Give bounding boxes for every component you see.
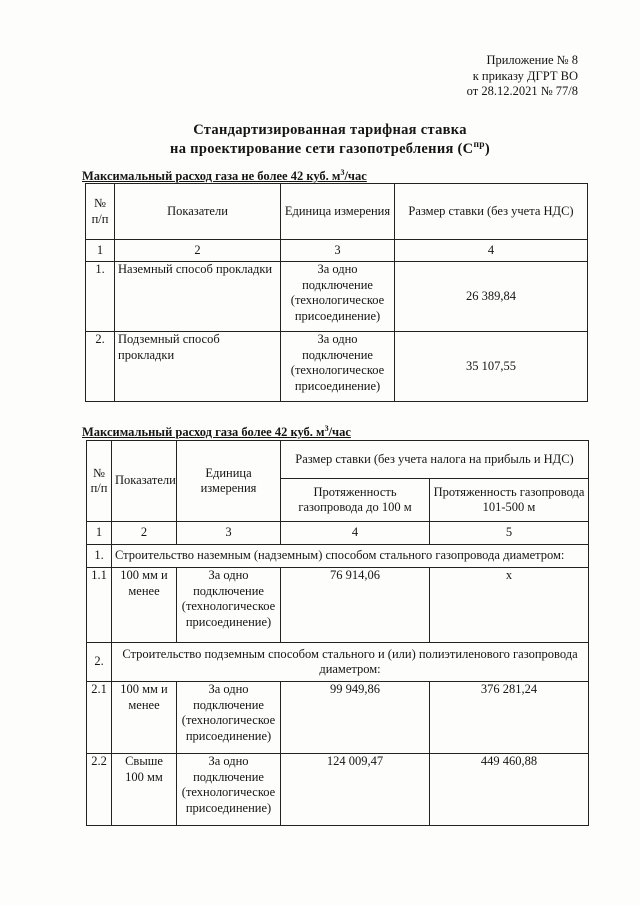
table-row xyxy=(86,262,588,332)
section-1-heading-text: Максимальный расход газа не более 42 куб. м xyxy=(82,169,341,183)
header-length-101-500: Протяженность газопровода 101-500 м xyxy=(430,479,589,522)
section-2-heading-end: /час xyxy=(328,425,351,439)
row-num: 1. xyxy=(86,262,115,332)
col-number: 1 xyxy=(87,522,112,545)
group-num: 2. xyxy=(87,643,112,682)
row-value: 35 107,55 xyxy=(395,332,588,402)
col-number: 1 xyxy=(86,240,115,262)
group-label: Строительство подземным способом стального и (или) полиэтиленового газопровода диаметром: xyxy=(112,643,589,682)
title-line-2-text: на проектирование сети газопотребления (C xyxy=(170,141,474,157)
header-indicators: Показатели xyxy=(115,184,281,240)
col-number: 2 xyxy=(112,522,177,545)
section-1-heading xyxy=(82,169,367,184)
table-row xyxy=(87,754,589,826)
section-2-heading-sup: 3 xyxy=(324,424,329,433)
row-indicator: 100 мм и менее xyxy=(112,568,177,643)
section-1-heading-end: /час xyxy=(344,169,367,183)
row-value-to-100: 99 949,86 xyxy=(281,682,430,754)
document-title xyxy=(80,121,580,159)
row-unit: За одно подключение (технологическое присоединение) xyxy=(177,754,281,826)
table-header-row xyxy=(87,441,589,479)
row-num: 2.2 xyxy=(87,754,112,826)
row-indicator: Наземный способ прокладки xyxy=(115,262,281,332)
col-number: 4 xyxy=(281,522,430,545)
header-rate: Размер ставки (без учета НДС) xyxy=(395,184,588,240)
col-number: 4 xyxy=(395,240,588,262)
row-value-to-100: 76 914,06 xyxy=(281,568,430,643)
column-numbers-row xyxy=(87,522,589,545)
row-value: 26 389,84 xyxy=(395,262,588,332)
row-value-to-100: 124 009,47 xyxy=(281,754,430,826)
group-row xyxy=(87,545,589,568)
table-row xyxy=(86,332,588,402)
section-1-heading-sup: 3 xyxy=(340,168,345,177)
row-num: 1.1 xyxy=(87,568,112,643)
row-num: 2. xyxy=(86,332,115,402)
header-unit: Единица измерения xyxy=(177,441,281,522)
row-indicator: Свыше 100 мм xyxy=(112,754,177,826)
group-num: 1. xyxy=(87,545,112,568)
group-label: Строительство наземным (надземным) способом стального газопровода диаметром: xyxy=(112,545,589,568)
header-indicators: Показатели xyxy=(112,441,177,522)
row-value-101-500: х xyxy=(430,568,589,643)
title-line-1: Стандартизированная тарифная ставка xyxy=(193,122,467,138)
row-unit: За одно подключение (технологическое присоединение) xyxy=(281,332,395,402)
header-num: № п/п xyxy=(86,184,115,240)
row-value-101-500: 376 281,24 xyxy=(430,682,589,754)
title-line-2-end: ) xyxy=(484,141,490,157)
tariff-table-up-to-42 xyxy=(85,183,588,402)
table-row xyxy=(87,682,589,754)
title-line-2 xyxy=(80,140,580,159)
row-unit: За одно подключение (технологическое присоединение) xyxy=(177,568,281,643)
row-indicator: 100 мм и менее xyxy=(112,682,177,754)
appendix-reference xyxy=(467,53,578,100)
appendix-line-3: от 28.12.2021 № 77/8 xyxy=(466,84,578,98)
header-rate: Размер ставки (без учета налога на прибыль и НДС) xyxy=(281,441,589,479)
col-number: 3 xyxy=(281,240,395,262)
row-value-101-500: 449 460,88 xyxy=(430,754,589,826)
table-row xyxy=(87,568,589,643)
appendix-line-1: Приложение № 8 xyxy=(486,53,578,67)
header-unit: Единица измерения xyxy=(281,184,395,240)
title-superscript: пр xyxy=(473,140,485,150)
row-num: 2.1 xyxy=(87,682,112,754)
section-2-heading xyxy=(82,425,351,440)
row-indicator: Подземный способ прокладки xyxy=(115,332,281,402)
header-num: № п/п xyxy=(87,441,112,522)
group-row xyxy=(87,643,589,682)
row-unit: За одно подключение (технологическое присоединение) xyxy=(281,262,395,332)
table-header-row xyxy=(86,184,588,240)
column-numbers-row xyxy=(86,240,588,262)
section-2-heading-text: Максимальный расход газа более 42 куб. м xyxy=(82,425,325,439)
col-number: 3 xyxy=(177,522,281,545)
header-length-to-100: Протяженность газопровода до 100 м xyxy=(281,479,430,522)
col-number: 2 xyxy=(115,240,281,262)
appendix-line-2: к приказу ДГРТ ВО xyxy=(472,68,578,83)
col-number: 5 xyxy=(430,522,589,545)
tariff-table-over-42 xyxy=(86,440,589,826)
row-unit: За одно подключение (технологическое присоединение) xyxy=(177,682,281,754)
